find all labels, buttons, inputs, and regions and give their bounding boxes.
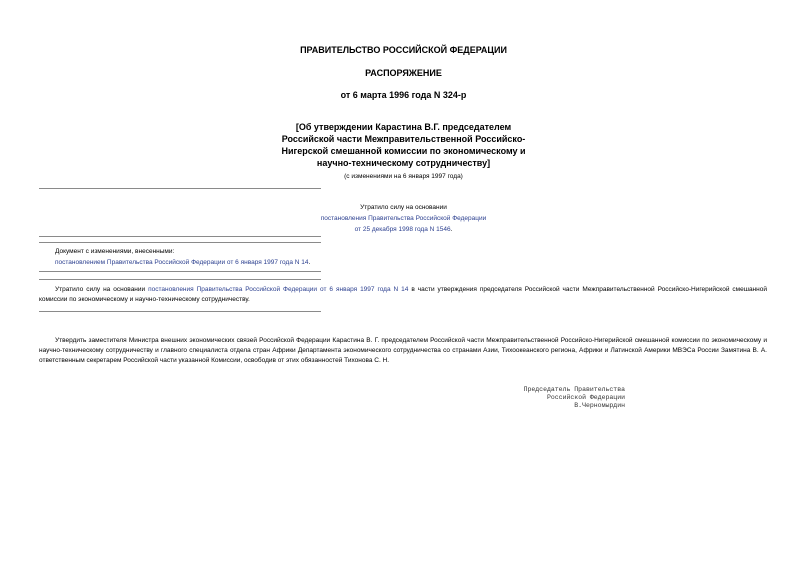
- divider-line: [39, 311, 321, 312]
- document-title: [0, 121, 807, 169]
- amended-by-block: [55, 246, 310, 268]
- header-date-number: от 6 марта 1996 года N 324-р: [340, 90, 467, 100]
- lost-force-link-date[interactable]: от 25 декабря 1998 года N 1546: [354, 226, 451, 233]
- title-line: Российской части Межправительственной Российско-: [281, 134, 526, 144]
- paragraph-prefix: Утратило силу на основании: [55, 286, 149, 293]
- signature-line: Председатель Правительства: [523, 386, 625, 393]
- amended-by-end: .: [308, 259, 311, 266]
- title-line: [Об утверждении Карастина В.Г. председателем: [295, 122, 512, 132]
- divider-line: [39, 236, 321, 237]
- lost-force-text: Утратило силу на основании: [360, 204, 447, 211]
- changes-note: (с изменениями на 6 января 1997 года): [344, 173, 463, 180]
- signature-block: [490, 386, 625, 410]
- lost-force-end: .: [450, 226, 453, 233]
- paragraph-main: Утвердить заместителя Министра внешних экономических связей Российской Федерации Карастина В. Г. председателем Российской части Межправительственной Российско-Нигерийской смешанной комиссии по экономическому и научно-техническому сотрудничеству и главного специалиста отдела стран Африки Департамента экономического сотрудничества со странами Азии, Тихоокеанского региона, Африки и Латинской Америки МВЭСа России Замятина В. А. ответственным секретарем Российской части указанной Комиссии, освободив от этих обязанностей Тихонова С. Н.: [39, 337, 767, 364]
- lost-force-link[interactable]: постановления Правительства Российской Федерации: [320, 215, 487, 222]
- title-line: Нигерской смешанной комиссии по экономическому и: [281, 146, 526, 156]
- paragraph-lost-force: [39, 285, 767, 305]
- title-line: научно-техническому сотрудничеству]: [316, 158, 491, 168]
- divider-line: [39, 188, 321, 189]
- paragraph-suffix: в части утверждения председателя Российской части Межправительственной Российско-Нигерийской смешанной комиссии по экономическому и научно-техническому сотрудничеству.: [39, 286, 767, 303]
- divider-line: [39, 242, 321, 243]
- paragraph-link[interactable]: постановления Правительства Российской Федерации от 6 января 1997 года N 14: [148, 286, 409, 293]
- header-doc-type: РАСПОРЯЖЕНИЕ: [365, 68, 442, 78]
- signature-line: В.Черномырдин: [574, 402, 625, 409]
- amended-by-link[interactable]: постановлением Правительства Российской Федерации от 6 января 1997 года N 14: [55, 259, 309, 266]
- amended-by-label: Документ с изменениями, внесенными:: [55, 248, 175, 255]
- divider-line: [39, 271, 321, 272]
- lost-force-block: [0, 202, 807, 235]
- divider-line: [39, 279, 321, 280]
- header-org: ПРАВИТЕЛЬСТВО РОССИЙСКОЙ ФЕДЕРАЦИИ: [300, 45, 507, 55]
- signature-line: Российской Федерации: [546, 394, 625, 401]
